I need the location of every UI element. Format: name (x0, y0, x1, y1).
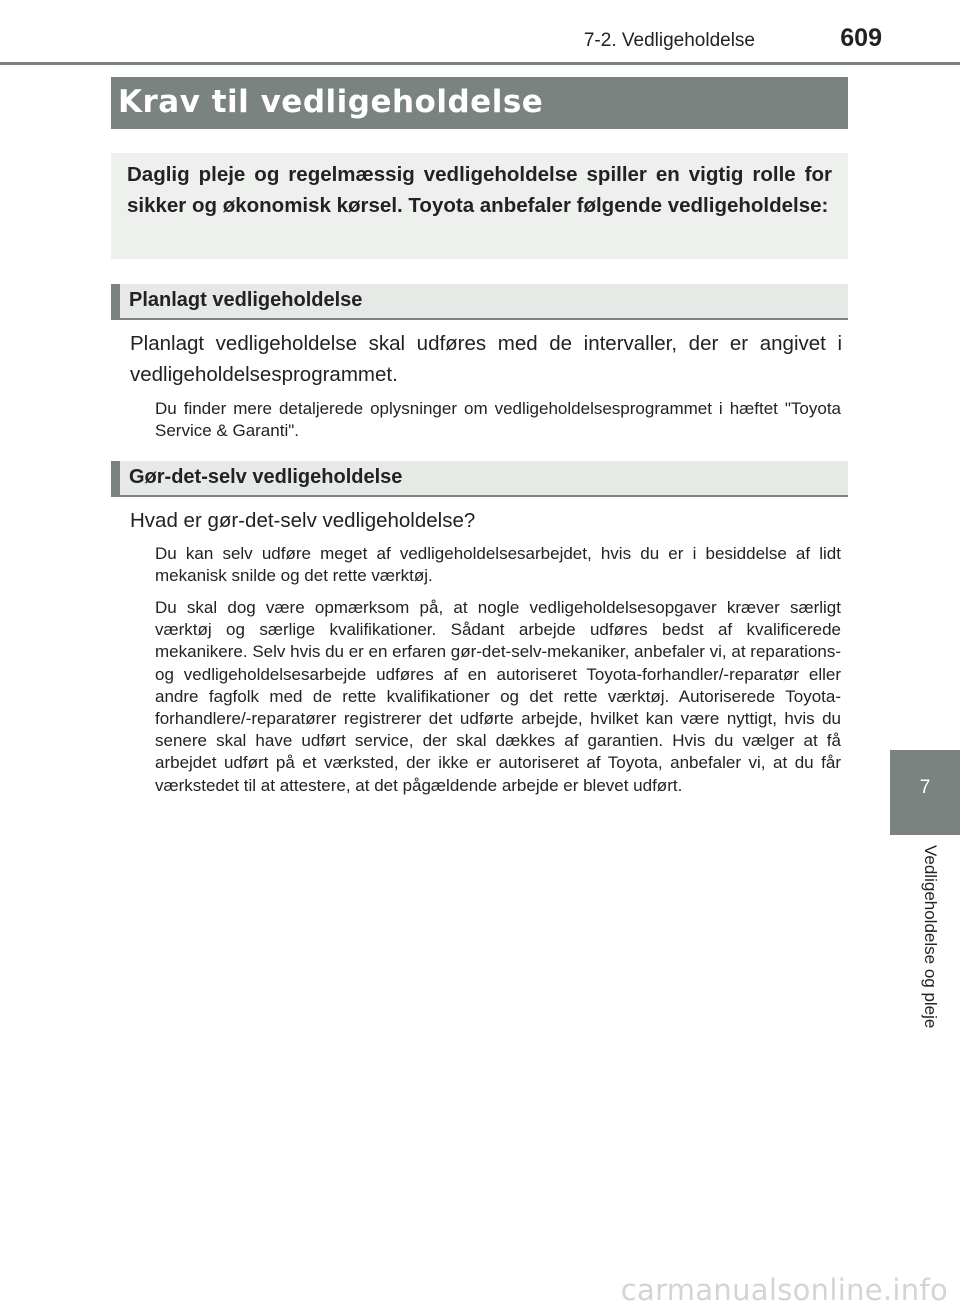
chapter-number: 7 (919, 777, 931, 798)
page-title: Krav til vedligeholdelse (118, 84, 544, 120)
diy-lead-paragraph: Hvad er gør-det-selv vedligeholdelse? (130, 509, 476, 532)
heading-accent-bar (111, 284, 120, 318)
heading-accent-bar (111, 461, 120, 495)
section-heading-label: Planlagt vedligeholdelse (129, 289, 363, 311)
chapter-label: Vedligeholdelse og pleje (921, 845, 940, 1029)
intro-text: Daglig pleje og regelmæssig vedligeholdelse spiller en vigtig rolle for sikker og økonomisk kørsel. Toyota anbefaler følgende vedligeholdelse: (127, 163, 832, 217)
intro-box (111, 153, 848, 259)
watermark: carmanualsonline.info (620, 1273, 948, 1307)
diy-note-2: Du skal dog være opmærksom på, at nogle vedligeholdelsesopgaver kræver særligt værktøj og særlige kvalifikationer. Sådant arbejde udføres bedst af kvalificerede mekanikere. Selv hvis du er en erfaren gør-det-selv-mekaniker, anbefaler vi, at reparations- og vedligeholdelsesarbejde udføres af en autoriseret Toyota-forhandler/-reparatør eller andre fagfolk med de rette kvalifikationer og det rette værktøj. Autoriserede Toyota-forhandlere/-reparatører registrerer det udførte arbejde, hvilket kan være nyttigt, hvis du senere skal have udført service, der skal dækkes af garantien. Hvis du vælger at få arbejdet udført på et værksted, der ikke er autoriseret af Toyota, anbefaler vi, at du får værkstedet til at attestere, at det pågældende arbejde er blevet udført. (155, 598, 841, 795)
planned-lead-paragraph: Planlagt vedligeholdelse skal udføres med de intervaller, der er angivet i vedligeholdelsesprogrammet. (130, 332, 842, 386)
section-heading-planned (111, 284, 848, 320)
diy-note-1: Du kan selv udføre meget af vedligeholdelsesarbejdet, hvis du er i besiddelse af lidt mekanisk snilde og det rette værktøj. (155, 544, 841, 586)
planned-note: Du finder mere detaljerede oplysninger om vedligeholdelsesprogrammet i hæftet "Toyota Service & Garanti". (155, 399, 841, 441)
chapter-tab (890, 750, 960, 835)
header-section-title: 7-2. Vedligeholdelse (583, 30, 755, 51)
header-divider (0, 62, 960, 65)
section-heading-label: Gør-det-selv vedligeholdelse (129, 466, 403, 488)
page-number: 609 (840, 24, 882, 52)
title-banner (111, 77, 848, 129)
section-heading-diy (111, 461, 848, 497)
